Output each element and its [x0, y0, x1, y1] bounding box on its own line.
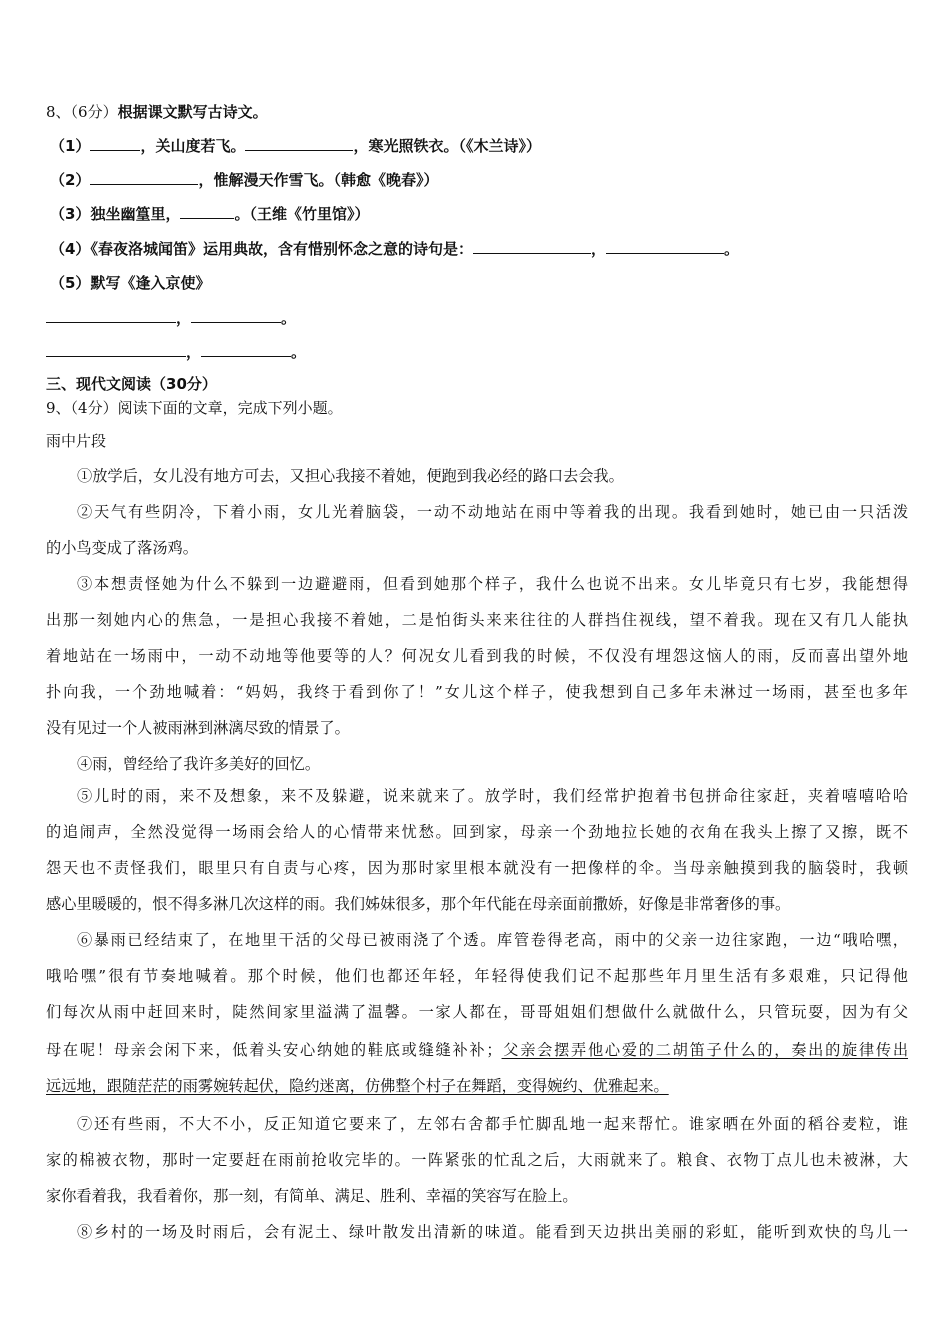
- answer-blank[interactable]: [245, 136, 353, 151]
- paragraph-line: 家的棉被衣物，那时一定要赶在雨前抢收完毕的。一阵紧张的忙乱之后，大雨就来了。粮食、衣物丁点儿也未被淋，大: [46, 1151, 908, 1169]
- question-text: 《春夜洛城闻笛》运用典故，含有惜别怀念之意的诗句是：: [90, 240, 473, 258]
- paragraph-line: ④雨，曾经给了我许多美好的回忆。: [77, 755, 320, 773]
- question-text: 默写《逢入京使》: [90, 274, 211, 292]
- separator: 。: [281, 309, 297, 327]
- answer-blank[interactable]: [473, 239, 591, 254]
- paragraph-line: ⑧乡村的一场及时雨后，会有泥土、绿叶散发出清新的味道。能看到天边拱出美丽的彩虹，能听到欢快的鸟儿一: [77, 1223, 908, 1241]
- paragraph-line: ③本想责怪她为什么不躲到一边避避雨，但看到她那个样子，我什么也说不出来。女儿毕竟只有七岁，我能想得: [77, 575, 908, 593]
- answer-blank[interactable]: [90, 170, 198, 185]
- item-number: （5）: [50, 274, 91, 292]
- section-title: 三、现代文阅读（30分）: [46, 375, 217, 393]
- answer-blank[interactable]: [201, 342, 291, 357]
- paragraph-line: ②天气有些阴冷，下着小雨，女儿光着脑袋，一动不动地站在雨中等着我的出现。我看到她时，她已由一只活泼: [77, 503, 908, 521]
- paragraph-line: 没有见过一个人被雨淋到淋漓尽致的情景了。: [46, 719, 350, 737]
- item-number: （4）: [50, 240, 91, 258]
- paragraph-line: [46, 1040, 908, 1060]
- paragraph-line: 感心里暖暖的，恨不得多淋几次这样的雨。我们姊妹很多，那个年代能在母亲面前撒娇，好像是非常奢侈的事。: [46, 895, 791, 913]
- poem-line: 。（王维《竹里馆》）: [234, 205, 370, 223]
- poem-line: 独坐幽篁里，: [90, 205, 181, 223]
- q8-item-2: [50, 170, 438, 190]
- poem-line: ，关山度若飞。: [140, 137, 246, 155]
- q8-item-5-answer-line-1: [46, 308, 296, 328]
- q8-item-5-answer-line-2: [46, 342, 306, 362]
- paragraph-line: 哦哈嘿”很有节奏地喊着。那个时候，他们也都还年轻，年轻得使我们记不起那些年月里生活有多艰难，只记得他: [46, 967, 908, 985]
- separator: ，: [590, 240, 606, 258]
- underlined-sentence: 远远地，跟随茫茫的雨雾婉转起伏，隐约迷离，仿佛整个村子在舞蹈，变得婉约、优雅起来。: [46, 1077, 669, 1095]
- answer-blank[interactable]: [606, 239, 724, 254]
- article-title: 雨中片段: [46, 432, 107, 450]
- q8-heading: [46, 102, 268, 122]
- separator: ，: [176, 309, 192, 327]
- answer-blank[interactable]: [90, 136, 140, 151]
- q8-number: 8、（6分）: [46, 103, 118, 121]
- item-number: （3）: [50, 205, 91, 223]
- paragraph-line: 出那一刻她内心的焦急，一是担心我接不着她，二是怕街头来来往往的人群挡住视线，望不着我。现在又有几人能执: [46, 611, 908, 629]
- q8-item-5: [50, 273, 210, 293]
- paragraph-line: 的追闹声，全然没觉得一场雨会给人的心情带来忧愁。回到家，母亲一个劲地拉长她的衣角在我头上擦了又擦，既不: [46, 823, 908, 841]
- answer-blank[interactable]: [46, 308, 176, 323]
- paragraph-line: 怨天也不责怪我们，眼里只有自责与心疼，因为那时家里根本就没有一把像样的伞。当母亲触摸到我的脑袋时，我顿: [46, 859, 908, 877]
- item-number: （1）: [50, 137, 91, 155]
- q8-item-1: [50, 136, 541, 156]
- separator: 。: [291, 343, 307, 361]
- q8-title: 根据课文默写古诗文。: [117, 103, 268, 121]
- answer-blank[interactable]: [180, 204, 234, 219]
- paragraph-line: 扑向我，一个劲地喊着：“妈妈，我终于看到你了！”女儿这个样子，使我想到自己多年未淋过一场雨，甚至也多年: [46, 683, 908, 701]
- paragraph-line: 的小鸟变成了落汤鸡。: [46, 539, 198, 557]
- paragraph-line: ①放学后，女儿没有地方可去，又担心我接不着她，便跑到我必经的路口去会我。: [77, 467, 624, 485]
- separator: ，: [186, 343, 202, 361]
- paragraph-line: ⑤儿时的雨，来不及想象，来不及躲避，说来就来了。放学时，我们经常护抱着书包拼命往家赶，夹着嘻嘻哈哈: [77, 787, 908, 805]
- paragraph-line: 们每次从雨中赶回来时，陡然间家里溢满了温馨。一家人都在，哥哥姐姐们想做什么就做什么，只管玩耍，因为有父: [46, 1003, 908, 1021]
- poem-line: ，寒光照铁衣。（《木兰诗》）: [353, 137, 541, 155]
- q9-heading: 9、（4分）阅读下面的文章，完成下列小题。: [46, 399, 343, 417]
- paragraph-line: 着地站在一场雨中，一动不动地等他要等的人？何况女儿看到我的时候，不仅没有埋怨这恼人的雨，反而喜出望外地: [46, 647, 908, 665]
- paragraph-line: [46, 1076, 908, 1096]
- q8-item-3: [50, 204, 369, 224]
- answer-blank[interactable]: [191, 308, 281, 323]
- separator: 。: [723, 240, 739, 258]
- paragraph-line: ⑦还有些雨，不大不小，反正知道它要来了，左邻右舍都手忙脚乱地一起来帮忙。谁家晒在外面的稻谷麦粒，谁: [77, 1115, 908, 1133]
- answer-blank[interactable]: [46, 342, 186, 357]
- paragraph-line: 家你看着我，我看着你，那一刻，有简单、满足、胜利、幸福的笑容写在脸上。: [46, 1187, 578, 1205]
- q8-item-4: [50, 239, 739, 259]
- poem-line: ，惟解漫天作雪飞。（韩愈《晚春》）: [198, 171, 439, 189]
- item-number: （2）: [50, 171, 91, 189]
- paragraph-text: 母在呢！母亲会闲下来，低着头安心纳她的鞋底或缝缝补补；: [46, 1041, 502, 1059]
- underlined-sentence: 父亲会摆弄他心爱的二胡笛子什么的，奏出的旋律传出: [501, 1041, 909, 1059]
- paragraph-line: ⑥暴雨已经结束了，在地里干活的父母已被雨浇了个透。库管卷得老高，雨中的父亲一边往家跑，一边“哦哈嘿，: [77, 931, 908, 949]
